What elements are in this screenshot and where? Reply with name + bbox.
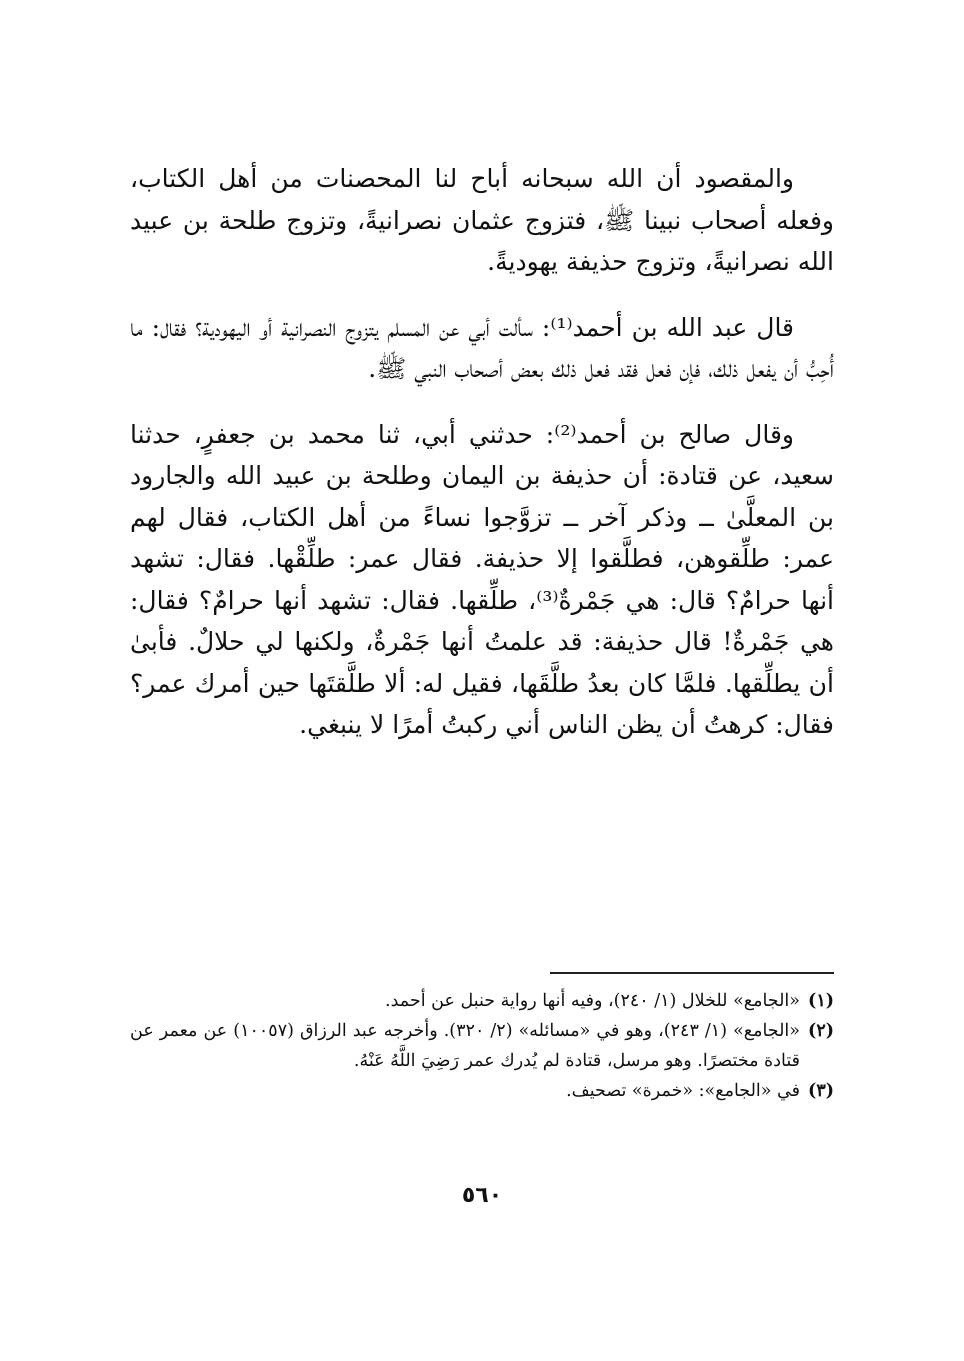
footnote-separator bbox=[550, 972, 834, 974]
footnotes bbox=[130, 986, 834, 1106]
footnote-number: (٣) bbox=[808, 1081, 834, 1101]
footnote-1 bbox=[130, 986, 834, 1016]
footnote-2 bbox=[130, 1016, 834, 1076]
footnote-number: (١) bbox=[808, 991, 834, 1011]
footnote-text: «الجامع» للخلال (١/ ٢٤٠)، وفيه أنها رواية حنبل عن أحمد. bbox=[385, 991, 800, 1011]
page-number: ٥٦٠ bbox=[461, 1183, 503, 1208]
paragraph-1: والمقصود أن الله سبحانه أباح لنا المحصنات من أهل الكتاب، وفعله أصحاب نبينا ﷺ، فتزوج عثمان نصرانيةً، وتزوج طلحة بن عبيد الله نصرانيةً، وتزوج حذيفة يهوديةً. bbox=[130, 164, 834, 276]
footnote-3 bbox=[130, 1076, 834, 1106]
paragraph-2: قال عبد الله بن أحمد⁽¹⁾: سألت أبي عن المسلم يتزوج النصرانية أو اليهودية؟ فقال: ما أُحِبُّ أن يفعل ذلك، فإن فعل فقد فعل ذلك بعض أصحاب النبي ﷺ. bbox=[130, 312, 834, 383]
footnote-number: (٢) bbox=[808, 1021, 834, 1041]
footnote-text: في «الجامع»: «خمرة» تصحيف. bbox=[566, 1081, 800, 1101]
paragraph-3: وقال صالح بن أحمد⁽²⁾: حدثني أبي، ثنا محمد بن جعفرٍ، حدثنا سعيد، عن قتادة: أن حذيفة بن اليمان وطلحة بن عبيد الله والجارود بن المعلَّىٰ ــ وذكر آخر ــ تزوَّجوا نساءً من أهل الكتاب، فقال لهم عمر: طلِّقوهن، فطلَّقوا إلا حذيفة. فقال عمر: طلِّقْها. فقال: تشهد أنها حرامٌ؟ قال: هي جَمْرةٌ⁽³⁾، طلِّقها. فقال: تشهد أنها حرامٌ؟ فقال: هي جَمْرةٌ! قال حذيفة: قد علمتُ أنها جَمْرةٌ، ولكنها لي حلالٌ. فأبىٰ أن يطلِّقها. فلمَّا كان بعدُ طلَّقَها، فقيل له: ألا طلَّقتَها حين أمرك عمر؟ فقال: كرهتُ أن يظن الناس أني ركبتُ أمرًا لا ينبغي. bbox=[130, 419, 835, 739]
main-text bbox=[130, 158, 834, 770]
footnote-text: «الجامع» (١/ ٢٤٣)، وهو في «مسائله» (٢/ ٣٢٠). وأخرجه عبد الرزاق (١٠٠٥٧) عن معمر عن قتادة مختصرًا. وهو مرسل، قتادة لم يُدرك عمر رَضِيَ اللَّهُ عَنْهُ. bbox=[130, 1021, 800, 1071]
